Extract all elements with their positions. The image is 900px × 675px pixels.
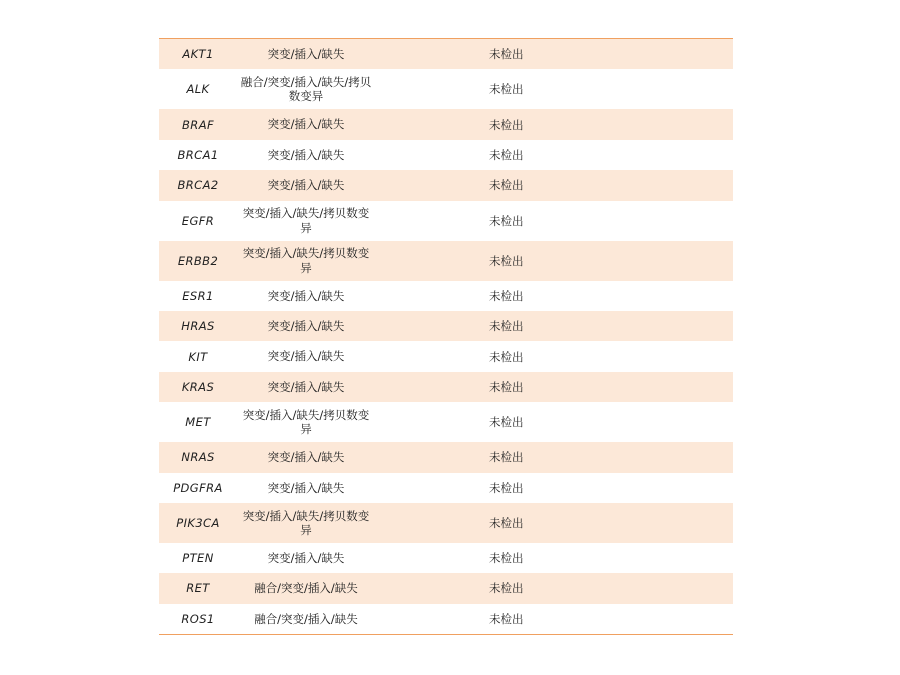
detection-result: 未检出 [489,82,524,97]
gene-name: ERBB2 [177,253,219,268]
detection-result: 未检出 [489,117,524,132]
detection-result: 未检出 [489,319,524,334]
table-row [159,573,733,603]
variant-type: 融合/突变/插入/缺失 [254,611,358,626]
variant-type: 突变/插入/缺失 [267,450,345,465]
gene-name: AKT1 [182,47,214,62]
detection-result: 未检出 [489,581,524,596]
variant-type: 突变/插入/缺失 [267,147,345,162]
variant-type: 突变/插入/缺失 [267,288,345,303]
table-row [159,604,733,634]
variant-type: 突变/插入/缺失 [267,318,345,333]
variant-type: 突变/插入/缺失/拷贝数变异 [242,206,370,235]
table-row [159,170,733,200]
table-row [159,473,733,503]
detection-result: 未检出 [489,253,524,268]
table-row [159,241,733,281]
gene-name: KRAS [181,379,215,394]
gene-name: EGFR [181,213,215,228]
detection-result: 未检出 [489,551,524,566]
variant-type: 突变/插入/缺失 [267,47,345,61]
table-row [159,140,733,170]
gene-name: BRCA1 [177,147,219,162]
detection-result: 未检出 [489,288,524,303]
variant-type: 融合/突变/插入/缺失/拷贝数变异 [240,75,372,104]
table-row [159,281,733,311]
gene-name: BRAF [182,117,214,132]
gene-name: RET [186,581,210,596]
variant-type: 突变/插入/缺失 [267,178,345,193]
table-row [159,341,733,371]
gene-name: KIT [188,349,208,364]
variant-type: 突变/插入/缺失 [267,117,345,132]
detection-result: 未检出 [489,147,524,162]
variant-type: 突变/插入/缺失 [267,550,345,565]
table-row [159,39,733,69]
detection-result: 未检出 [489,480,524,495]
table-row [159,311,733,341]
gene-name: ROS1 [181,611,215,626]
detection-result: 未检出 [489,213,524,228]
table-row [159,109,733,139]
gene-name: NRAS [181,450,215,465]
table-row [159,543,733,573]
detection-result: 未检出 [489,379,524,394]
gene-name: ALK [186,82,210,97]
detection-result: 未检出 [489,178,524,193]
gene-name: HRAS [181,319,215,334]
table-row [159,372,733,402]
gene-name: PTEN [182,551,214,566]
variant-type: 融合/突变/插入/缺失 [254,581,358,596]
variant-type: 突变/插入/缺失/拷贝数变异 [242,246,370,275]
gene-name: BRCA2 [177,178,219,193]
detection-result: 未检出 [489,47,524,62]
detection-result: 未检出 [489,611,524,626]
table-row [159,503,733,543]
detection-result: 未检出 [489,450,524,465]
detection-result: 未检出 [489,515,524,530]
gene-name: PIK3CA [176,515,220,530]
gene-result-table [159,38,733,635]
detection-result: 未检出 [489,349,524,364]
variant-type: 突变/插入/缺失 [267,379,345,394]
table-row [159,402,733,442]
variant-type: 突变/插入/缺失/拷贝数变异 [242,407,370,437]
gene-name: PDGFRA [173,480,223,495]
table-row [159,201,733,241]
gene-name: MET [185,415,211,430]
variant-type: 突变/插入/缺失 [267,480,345,495]
variant-type: 突变/插入/缺失/拷贝数变异 [242,508,370,537]
table-row [159,442,733,472]
gene-name: ESR1 [182,288,214,303]
table-row [159,69,733,109]
variant-type: 突变/插入/缺失 [267,349,345,364]
detection-result: 未检出 [489,415,524,430]
